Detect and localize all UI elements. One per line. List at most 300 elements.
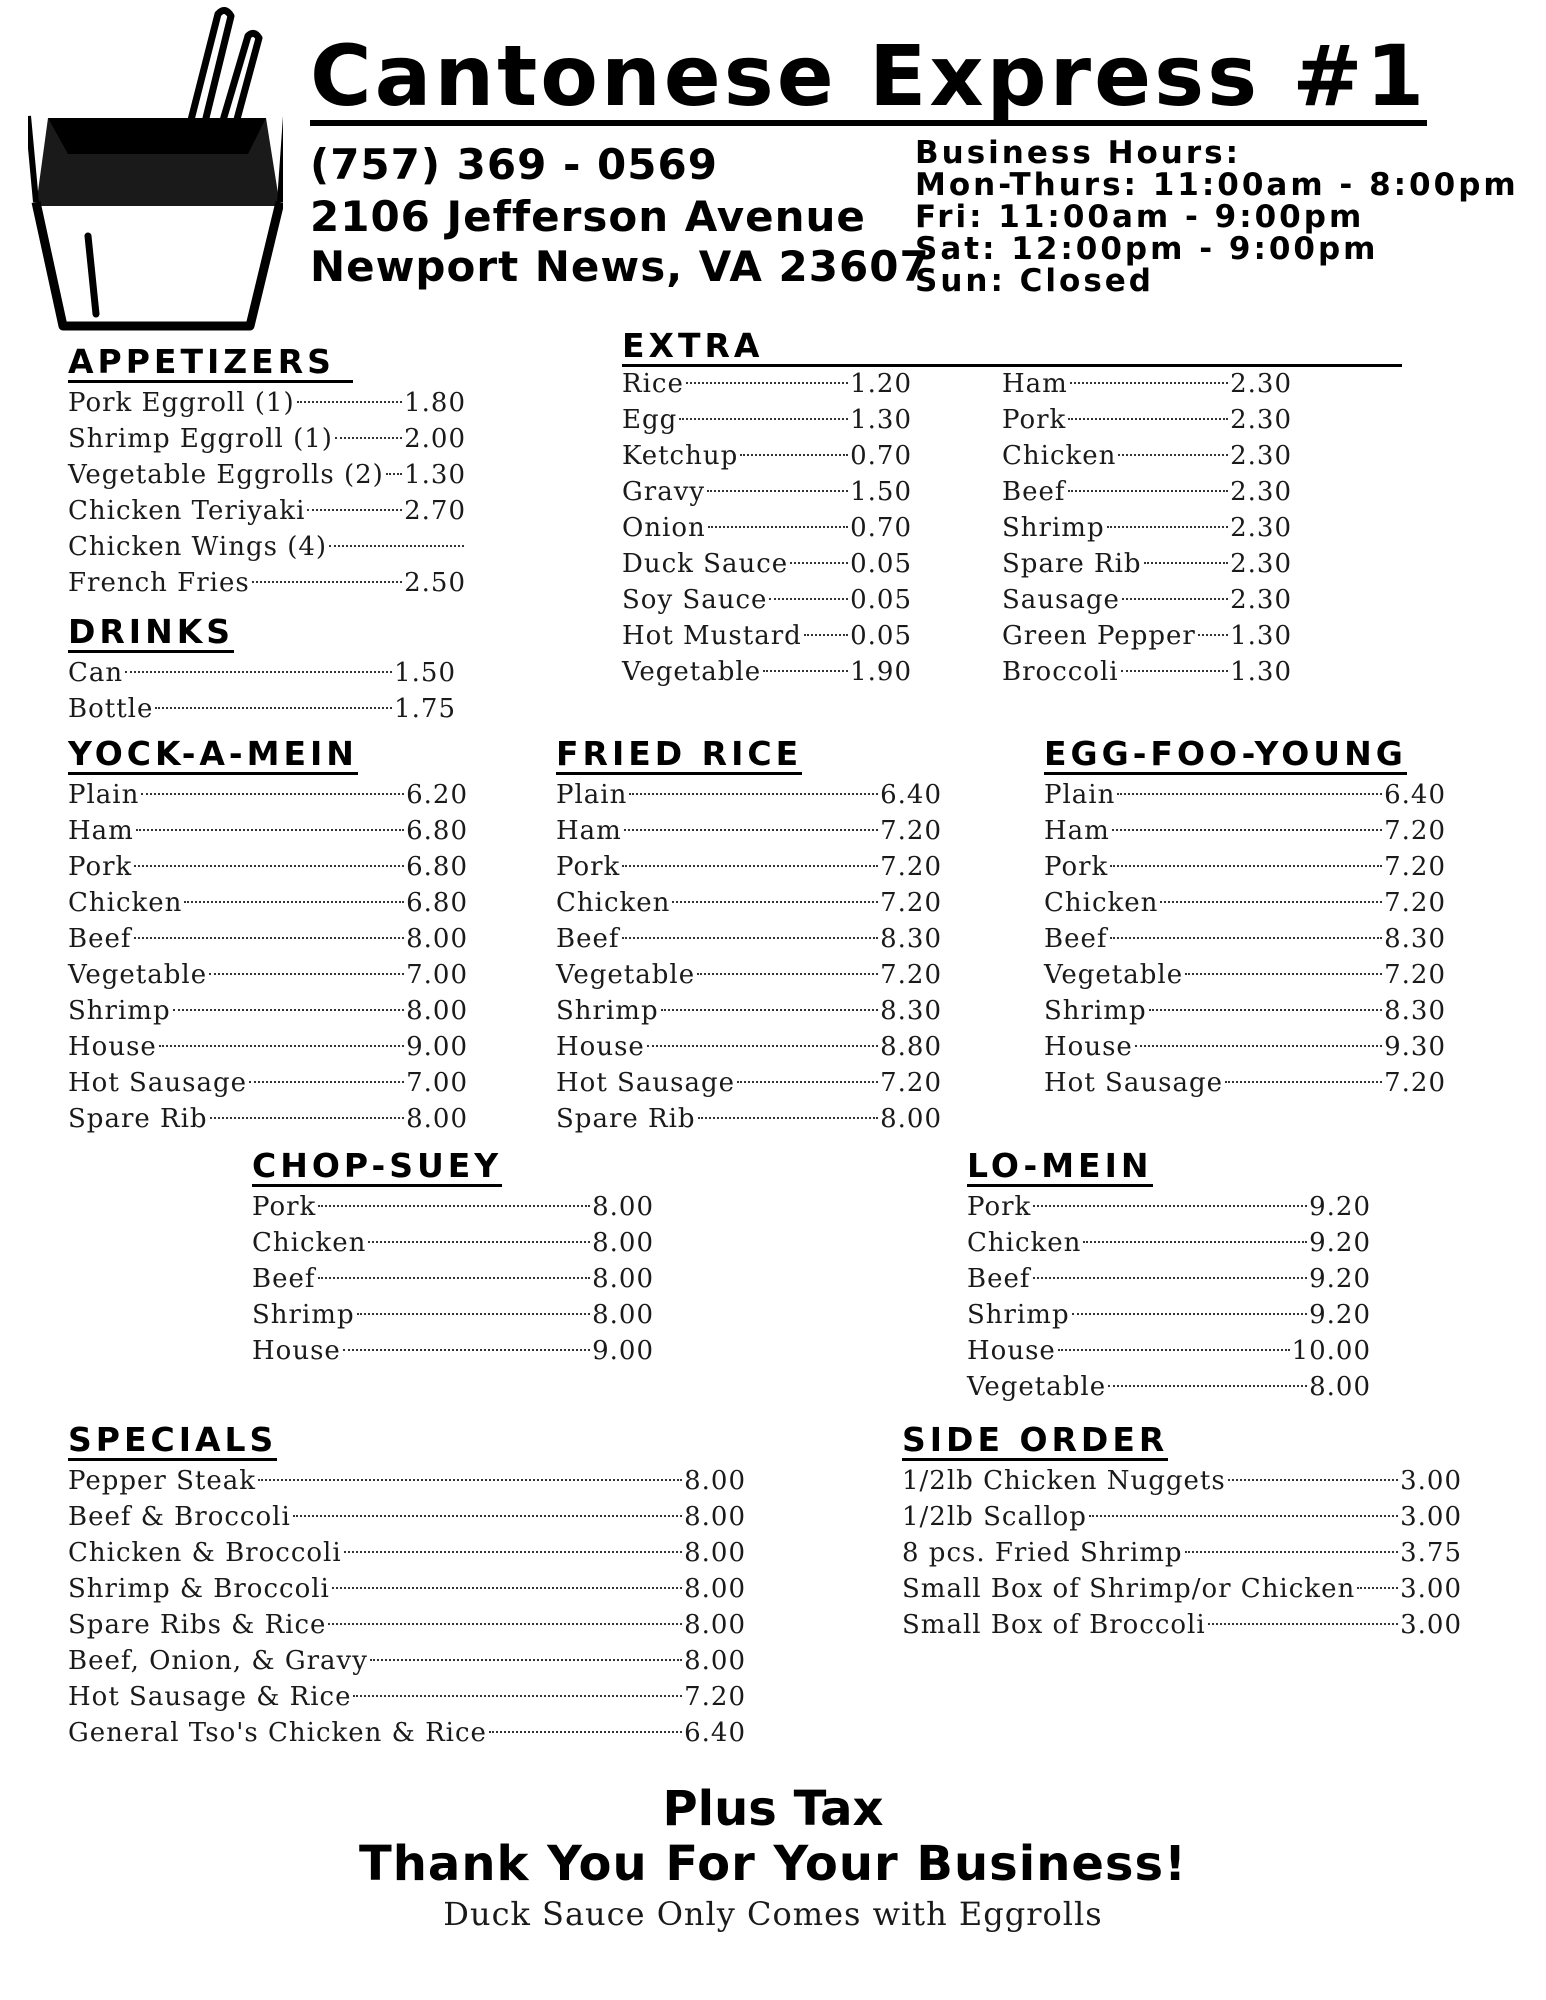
item-name: Soy Sauce: [622, 585, 768, 615]
item-price: 2.30: [1230, 369, 1292, 399]
menu-list-fried-rice: [556, 777, 942, 1137]
item-price: 7.00: [406, 959, 468, 990]
item-name: Can: [68, 657, 124, 688]
dot-leader: [763, 670, 848, 672]
item-price: 7.00: [406, 1067, 468, 1098]
menu-item: [1044, 885, 1446, 921]
dot-leader: [386, 473, 402, 475]
menu-item: [556, 921, 942, 957]
item-price: 8.00: [592, 1263, 654, 1294]
dot-leader: [335, 437, 402, 439]
dot-leader: [1228, 1479, 1398, 1481]
menu-item: [1002, 402, 1292, 438]
item-name: Chicken: [1044, 887, 1159, 918]
item-price: 8.00: [406, 1103, 468, 1134]
menu-item: [1002, 474, 1292, 510]
dot-leader: [622, 937, 879, 939]
menu-item: [1044, 1029, 1446, 1065]
item-name: Shrimp: [68, 995, 171, 1026]
hours-line: Sun: Closed: [915, 263, 1154, 299]
menu-item: [622, 366, 912, 402]
item-price: 2.50: [404, 567, 466, 598]
dot-leader: [1112, 829, 1382, 831]
dot-leader: [134, 937, 405, 939]
item-name: Beef, Onion, & Gravy: [68, 1645, 368, 1676]
item-price: 8.00: [684, 1465, 746, 1496]
item-name: Shrimp: [1044, 995, 1147, 1026]
item-name: Onion: [622, 513, 706, 543]
item-price: 9.20: [1309, 1263, 1371, 1294]
menu-item: [902, 1463, 1462, 1499]
item-name: House: [967, 1335, 1056, 1366]
menu-list-drinks: [68, 655, 456, 727]
dot-leader: [318, 1277, 591, 1279]
item-name: Spare Ribs & Rice: [68, 1609, 327, 1640]
item-name: Vegetable: [68, 959, 208, 990]
dot-leader: [1122, 598, 1228, 600]
item-name: Chicken Teriyaki: [68, 495, 306, 526]
item-price: 8.00: [684, 1501, 746, 1532]
dot-leader: [1185, 973, 1382, 975]
item-name: Pork: [68, 851, 133, 882]
dot-leader: [1121, 670, 1229, 672]
menu-item: [1002, 366, 1292, 402]
menu-item: [68, 457, 466, 493]
item-price: 9.20: [1309, 1227, 1371, 1258]
item-name: Vegetable Eggrolls (2): [68, 459, 384, 490]
menu-item: [252, 1189, 654, 1225]
item-price: 9.00: [406, 1031, 468, 1062]
dot-leader: [1225, 1081, 1382, 1083]
menu-item: [556, 957, 942, 993]
item-name: Vegetable: [556, 959, 696, 990]
item-name: Small Box of Shrimp/or Chicken: [902, 1573, 1356, 1604]
dot-leader: [1089, 1515, 1398, 1517]
menu-item: [252, 1261, 654, 1297]
phone-number: (757) 369 - 0569: [310, 140, 718, 189]
hours-line: Mon-Thurs: 11:00am - 8:00pm: [915, 167, 1519, 203]
dot-leader: [1058, 1349, 1290, 1351]
item-price: 7.20: [1384, 1067, 1446, 1098]
item-price: 8.00: [592, 1227, 654, 1258]
menu-item: [556, 885, 942, 921]
item-price: 6.40: [880, 779, 942, 810]
dot-leader: [629, 793, 878, 795]
menu-item: [1002, 618, 1292, 654]
item-name: Beef: [68, 923, 132, 954]
menu-list-egg-foo-young: [1044, 777, 1446, 1101]
item-price: 8.00: [406, 995, 468, 1026]
dot-leader: [125, 671, 392, 673]
menu-item: [556, 993, 942, 1029]
dot-leader: [1110, 937, 1383, 939]
item-price: 8.00: [684, 1573, 746, 1604]
section-chop-suey: [252, 1148, 654, 1369]
item-price: 6.40: [1384, 779, 1446, 810]
item-price: 6.80: [406, 887, 468, 918]
menu-item: [902, 1535, 1462, 1571]
dot-leader: [1108, 1385, 1307, 1387]
item-name: Egg: [622, 405, 678, 435]
item-price: 3.00: [1400, 1609, 1462, 1640]
item-name: House: [556, 1031, 645, 1062]
menu-item: [68, 1715, 746, 1751]
item-name: Chicken: [556, 887, 671, 918]
item-price: 3.75: [1400, 1537, 1462, 1568]
menu-item: [68, 691, 456, 727]
hours-line: Fri: 11:00am - 9:00pm: [915, 199, 1365, 235]
menu-item: [967, 1261, 1371, 1297]
dot-leader: [1107, 526, 1229, 528]
item-name: Shrimp: [556, 995, 659, 1026]
dot-leader: [1083, 1241, 1307, 1243]
item-name: 1/2lb Scallop: [902, 1501, 1087, 1532]
menu-item: [1044, 1065, 1446, 1101]
dot-leader: [258, 1479, 682, 1481]
menu-item: [68, 1499, 746, 1535]
dot-leader: [136, 829, 404, 831]
item-name: House: [252, 1335, 341, 1366]
item-name: Vegetable: [1044, 959, 1184, 990]
menu-item: [622, 654, 912, 690]
dot-leader: [698, 1117, 879, 1119]
item-price: 8.00: [406, 923, 468, 954]
dot-leader: [141, 793, 404, 795]
item-price: 8.00: [684, 1609, 746, 1640]
item-price: 1.30: [1230, 621, 1292, 651]
menu-item: [1044, 921, 1446, 957]
item-name: Rice: [622, 369, 684, 399]
item-price: 8.00: [684, 1645, 746, 1676]
menu-item: [556, 777, 942, 813]
menu-item: [556, 849, 942, 885]
menu-list-chop-suey: [252, 1189, 654, 1369]
dot-leader: [184, 901, 404, 903]
menu-item: [68, 1679, 746, 1715]
item-price: 6.80: [406, 815, 468, 846]
menu-item: [1044, 957, 1446, 993]
section-title-egg-foo-young: EGG-FOO-YOUNG: [1044, 734, 1407, 773]
menu-list-extra-col1: [622, 366, 912, 690]
dot-leader: [159, 1045, 404, 1047]
menu-item: [1002, 582, 1292, 618]
item-price: 1.50: [394, 657, 456, 688]
dot-leader: [707, 490, 848, 492]
menu-item: [1002, 654, 1292, 690]
section-title-appetizers: APPETIZERS: [68, 344, 353, 383]
menu-item: [1002, 438, 1292, 474]
menu-item: [68, 777, 468, 813]
item-name: Shrimp Eggroll (1): [68, 423, 333, 454]
dot-leader: [679, 418, 848, 420]
menu-item: [68, 565, 466, 601]
item-price: 1.80: [404, 387, 466, 418]
dot-leader: [1118, 454, 1228, 456]
dot-leader: [1357, 1587, 1398, 1589]
item-name: House: [68, 1031, 157, 1062]
dot-leader: [1072, 1313, 1308, 1315]
item-price: 2.00: [404, 423, 466, 454]
section-title-fried-rice: FRIED RICE: [556, 734, 803, 773]
item-price: 3.00: [1400, 1465, 1462, 1496]
item-name: Duck Sauce: [622, 549, 789, 579]
dot-leader: [697, 973, 878, 975]
item-name: Chicken: [967, 1227, 1082, 1258]
address-line-1: 2106 Jefferson Avenue: [310, 192, 866, 241]
dot-leader: [1068, 418, 1228, 420]
dot-leader: [622, 865, 878, 867]
item-price: 0.05: [850, 585, 912, 615]
item-name: Gravy: [622, 477, 706, 507]
menu-item: [1044, 993, 1446, 1029]
section-specials: [68, 1422, 746, 1751]
item-price: 2.30: [1230, 441, 1292, 471]
item-name: Chicken: [252, 1227, 367, 1258]
menu-item: [68, 529, 466, 565]
menu-item: [967, 1297, 1371, 1333]
menu-item: [68, 885, 468, 921]
menu-item: [68, 655, 456, 691]
item-name: Ham: [1002, 369, 1068, 399]
item-name: Spare Rib: [556, 1103, 696, 1134]
dot-leader: [1033, 1277, 1308, 1279]
item-name: General Tso's Chicken & Rice: [68, 1717, 487, 1748]
item-name: Pork Eggroll (1): [68, 387, 295, 418]
dot-leader: [1208, 1623, 1398, 1625]
menu-item: [68, 493, 466, 529]
menu-item: [902, 1499, 1462, 1535]
item-name: Ham: [556, 815, 622, 846]
item-price: 7.20: [684, 1681, 746, 1712]
dot-leader: [737, 1081, 878, 1083]
menu-item: [252, 1225, 654, 1261]
item-name: 8 pcs. Fried Shrimp: [902, 1537, 1183, 1568]
dot-leader: [804, 634, 848, 636]
dot-leader: [1135, 1045, 1382, 1047]
dot-leader: [708, 526, 848, 528]
dot-leader: [1149, 1009, 1383, 1011]
dot-leader: [1144, 562, 1229, 564]
dot-leader: [489, 1731, 682, 1733]
menu-item: [622, 402, 912, 438]
item-price: 1.20: [850, 369, 912, 399]
dot-leader: [353, 1695, 682, 1697]
item-name: Chicken Wings (4): [68, 531, 328, 562]
item-name: Beef: [252, 1263, 316, 1294]
dot-leader: [1033, 1205, 1307, 1207]
item-price: 8.00: [880, 1103, 942, 1134]
item-name: French Fries: [68, 567, 250, 598]
item-price: 0.05: [850, 549, 912, 579]
dot-leader: [1198, 634, 1228, 636]
section-appetizers: [68, 344, 466, 601]
item-price: 6.20: [406, 779, 468, 810]
hours-line: Sat: 12:00pm - 9:00pm: [915, 231, 1379, 267]
item-name: Shrimp: [1002, 513, 1105, 543]
item-price: 7.20: [880, 1067, 942, 1098]
takeout-box-chopsticks-icon: [28, 6, 283, 336]
section-title-specials: SPECIALS: [68, 1420, 278, 1459]
item-name: Pork: [252, 1191, 317, 1222]
menu-item: [1044, 813, 1446, 849]
item-price: 7.20: [1384, 815, 1446, 846]
menu-item: [1044, 777, 1446, 813]
item-price: 8.30: [1384, 995, 1446, 1026]
item-price: 2.30: [1230, 549, 1292, 579]
menu-item: [68, 993, 468, 1029]
item-name: Ham: [68, 815, 134, 846]
item-name: Spare Rib: [68, 1103, 208, 1134]
menu-item: [1002, 546, 1292, 582]
section-title-yock-a-mein: YOCK-A-MEIN: [68, 734, 358, 773]
section-title-drinks: DRINKS: [68, 612, 235, 651]
dot-leader: [1068, 490, 1229, 492]
dot-leader: [686, 382, 848, 384]
item-price: 8.00: [1309, 1371, 1371, 1402]
item-price: 2.30: [1230, 405, 1292, 435]
item-name: Plain: [556, 779, 628, 810]
menu-list-yock-a-mein: [68, 777, 468, 1137]
item-price: 3.00: [1400, 1573, 1462, 1604]
item-price: 0.70: [850, 513, 912, 543]
item-price: 3.00: [1400, 1501, 1462, 1532]
dot-leader: [318, 1205, 590, 1207]
menu-item: [68, 1065, 468, 1101]
address-line-2: Newport News, VA 23607: [310, 242, 930, 291]
item-price: 0.70: [850, 441, 912, 471]
item-price: 2.30: [1230, 585, 1292, 615]
menu-list-extra-col2: [1002, 366, 1292, 690]
menu-item: [68, 1463, 746, 1499]
item-name: Ketchup: [622, 441, 739, 471]
dot-leader: [1110, 865, 1382, 867]
dot-leader: [293, 1515, 682, 1517]
item-name: Beef: [556, 923, 620, 954]
menu-item: [556, 1029, 942, 1065]
menu-item: [622, 546, 912, 582]
duck-sauce-note: Duck Sauce Only Comes with Eggrolls: [443, 1895, 1103, 1933]
dot-leader: [357, 1313, 591, 1315]
menu-item: [252, 1333, 654, 1369]
item-price: 0.05: [850, 621, 912, 651]
menu-item: [622, 438, 912, 474]
plus-tax-note: Plus Tax: [662, 1781, 884, 1837]
item-price: 8.30: [880, 923, 942, 954]
item-name: Spare Rib: [1002, 549, 1142, 579]
section-extra: [622, 326, 1402, 687]
dot-leader: [370, 1659, 682, 1661]
item-name: Small Box of Broccoli: [902, 1609, 1206, 1640]
item-price: 7.20: [1384, 887, 1446, 918]
item-name: Plain: [1044, 779, 1116, 810]
item-name: Chicken: [1002, 441, 1117, 471]
section-title-extra: EXTRA: [622, 328, 1402, 367]
restaurant-title: Cantonese Express #1: [310, 27, 1428, 125]
dot-leader: [329, 545, 464, 547]
menu-item: [1044, 849, 1446, 885]
section-egg-foo-young: [1044, 736, 1446, 1101]
item-price: 6.80: [406, 851, 468, 882]
dot-leader: [1185, 1551, 1399, 1553]
section-yock-a-mein: [68, 736, 468, 1137]
menu-list-lo-mein: [967, 1189, 1371, 1405]
section-fried-rice: [556, 736, 942, 1137]
section-side-order: [902, 1422, 1462, 1643]
thank-you-message: Thank You For Your Business!: [359, 1836, 1187, 1892]
menu-item: [68, 813, 468, 849]
item-price: 7.20: [1384, 959, 1446, 990]
item-price: 7.20: [1384, 851, 1446, 882]
item-name: Vegetable: [967, 1371, 1107, 1402]
item-name: 1/2lb Chicken Nuggets: [902, 1465, 1226, 1496]
item-price: 1.30: [1230, 657, 1292, 687]
menu-item: [902, 1571, 1462, 1607]
menu-item: [622, 474, 912, 510]
dot-leader: [672, 901, 878, 903]
menu-list-side-order: [902, 1463, 1462, 1643]
dot-leader: [173, 1009, 405, 1011]
menu-item: [68, 1535, 746, 1571]
dot-leader: [155, 707, 392, 709]
dot-leader: [332, 1587, 682, 1589]
dot-leader: [1117, 793, 1382, 795]
dot-leader: [210, 1117, 405, 1119]
menu-item: [68, 1643, 746, 1679]
section-drinks: [68, 614, 456, 727]
menu-item: [252, 1297, 654, 1333]
dot-leader: [1070, 382, 1228, 384]
menu-item: [622, 510, 912, 546]
item-name: Beef: [967, 1263, 1031, 1294]
dot-leader: [368, 1241, 590, 1243]
menu-item: [967, 1369, 1371, 1405]
menu-item: [556, 1065, 942, 1101]
item-price: 9.20: [1309, 1299, 1371, 1330]
menu-item: [68, 1101, 468, 1137]
item-price: 9.20: [1309, 1191, 1371, 1222]
item-price: 9.00: [592, 1335, 654, 1366]
dot-leader: [343, 1349, 590, 1351]
item-price: 1.50: [850, 477, 912, 507]
menu-item: [68, 1607, 746, 1643]
dot-leader: [769, 598, 848, 600]
item-price: 8.00: [592, 1299, 654, 1330]
item-name: Vegetable: [622, 657, 762, 687]
item-name: Ham: [1044, 815, 1110, 846]
menu-item: [622, 582, 912, 618]
item-price: 8.30: [1384, 923, 1446, 954]
dot-leader: [328, 1623, 682, 1625]
menu-item: [68, 921, 468, 957]
item-name: Beef: [1002, 477, 1066, 507]
item-name: Chicken & Broccoli: [68, 1537, 342, 1568]
item-name: Pepper Steak: [68, 1465, 256, 1496]
item-price: 9.30: [1384, 1031, 1446, 1062]
menu-item: [1002, 510, 1292, 546]
item-price: 8.00: [592, 1191, 654, 1222]
item-name: Pork: [1044, 851, 1109, 882]
dot-leader: [209, 973, 404, 975]
item-name: Bottle: [68, 693, 154, 724]
item-price: 6.40: [684, 1717, 746, 1748]
dot-leader: [297, 401, 402, 403]
menu-item: [902, 1607, 1462, 1643]
item-price: 8.80: [880, 1031, 942, 1062]
item-name: Pork: [556, 851, 621, 882]
item-name: Hot Sausage: [68, 1067, 247, 1098]
item-price: 1.30: [850, 405, 912, 435]
item-name: Green Pepper: [1002, 621, 1196, 651]
